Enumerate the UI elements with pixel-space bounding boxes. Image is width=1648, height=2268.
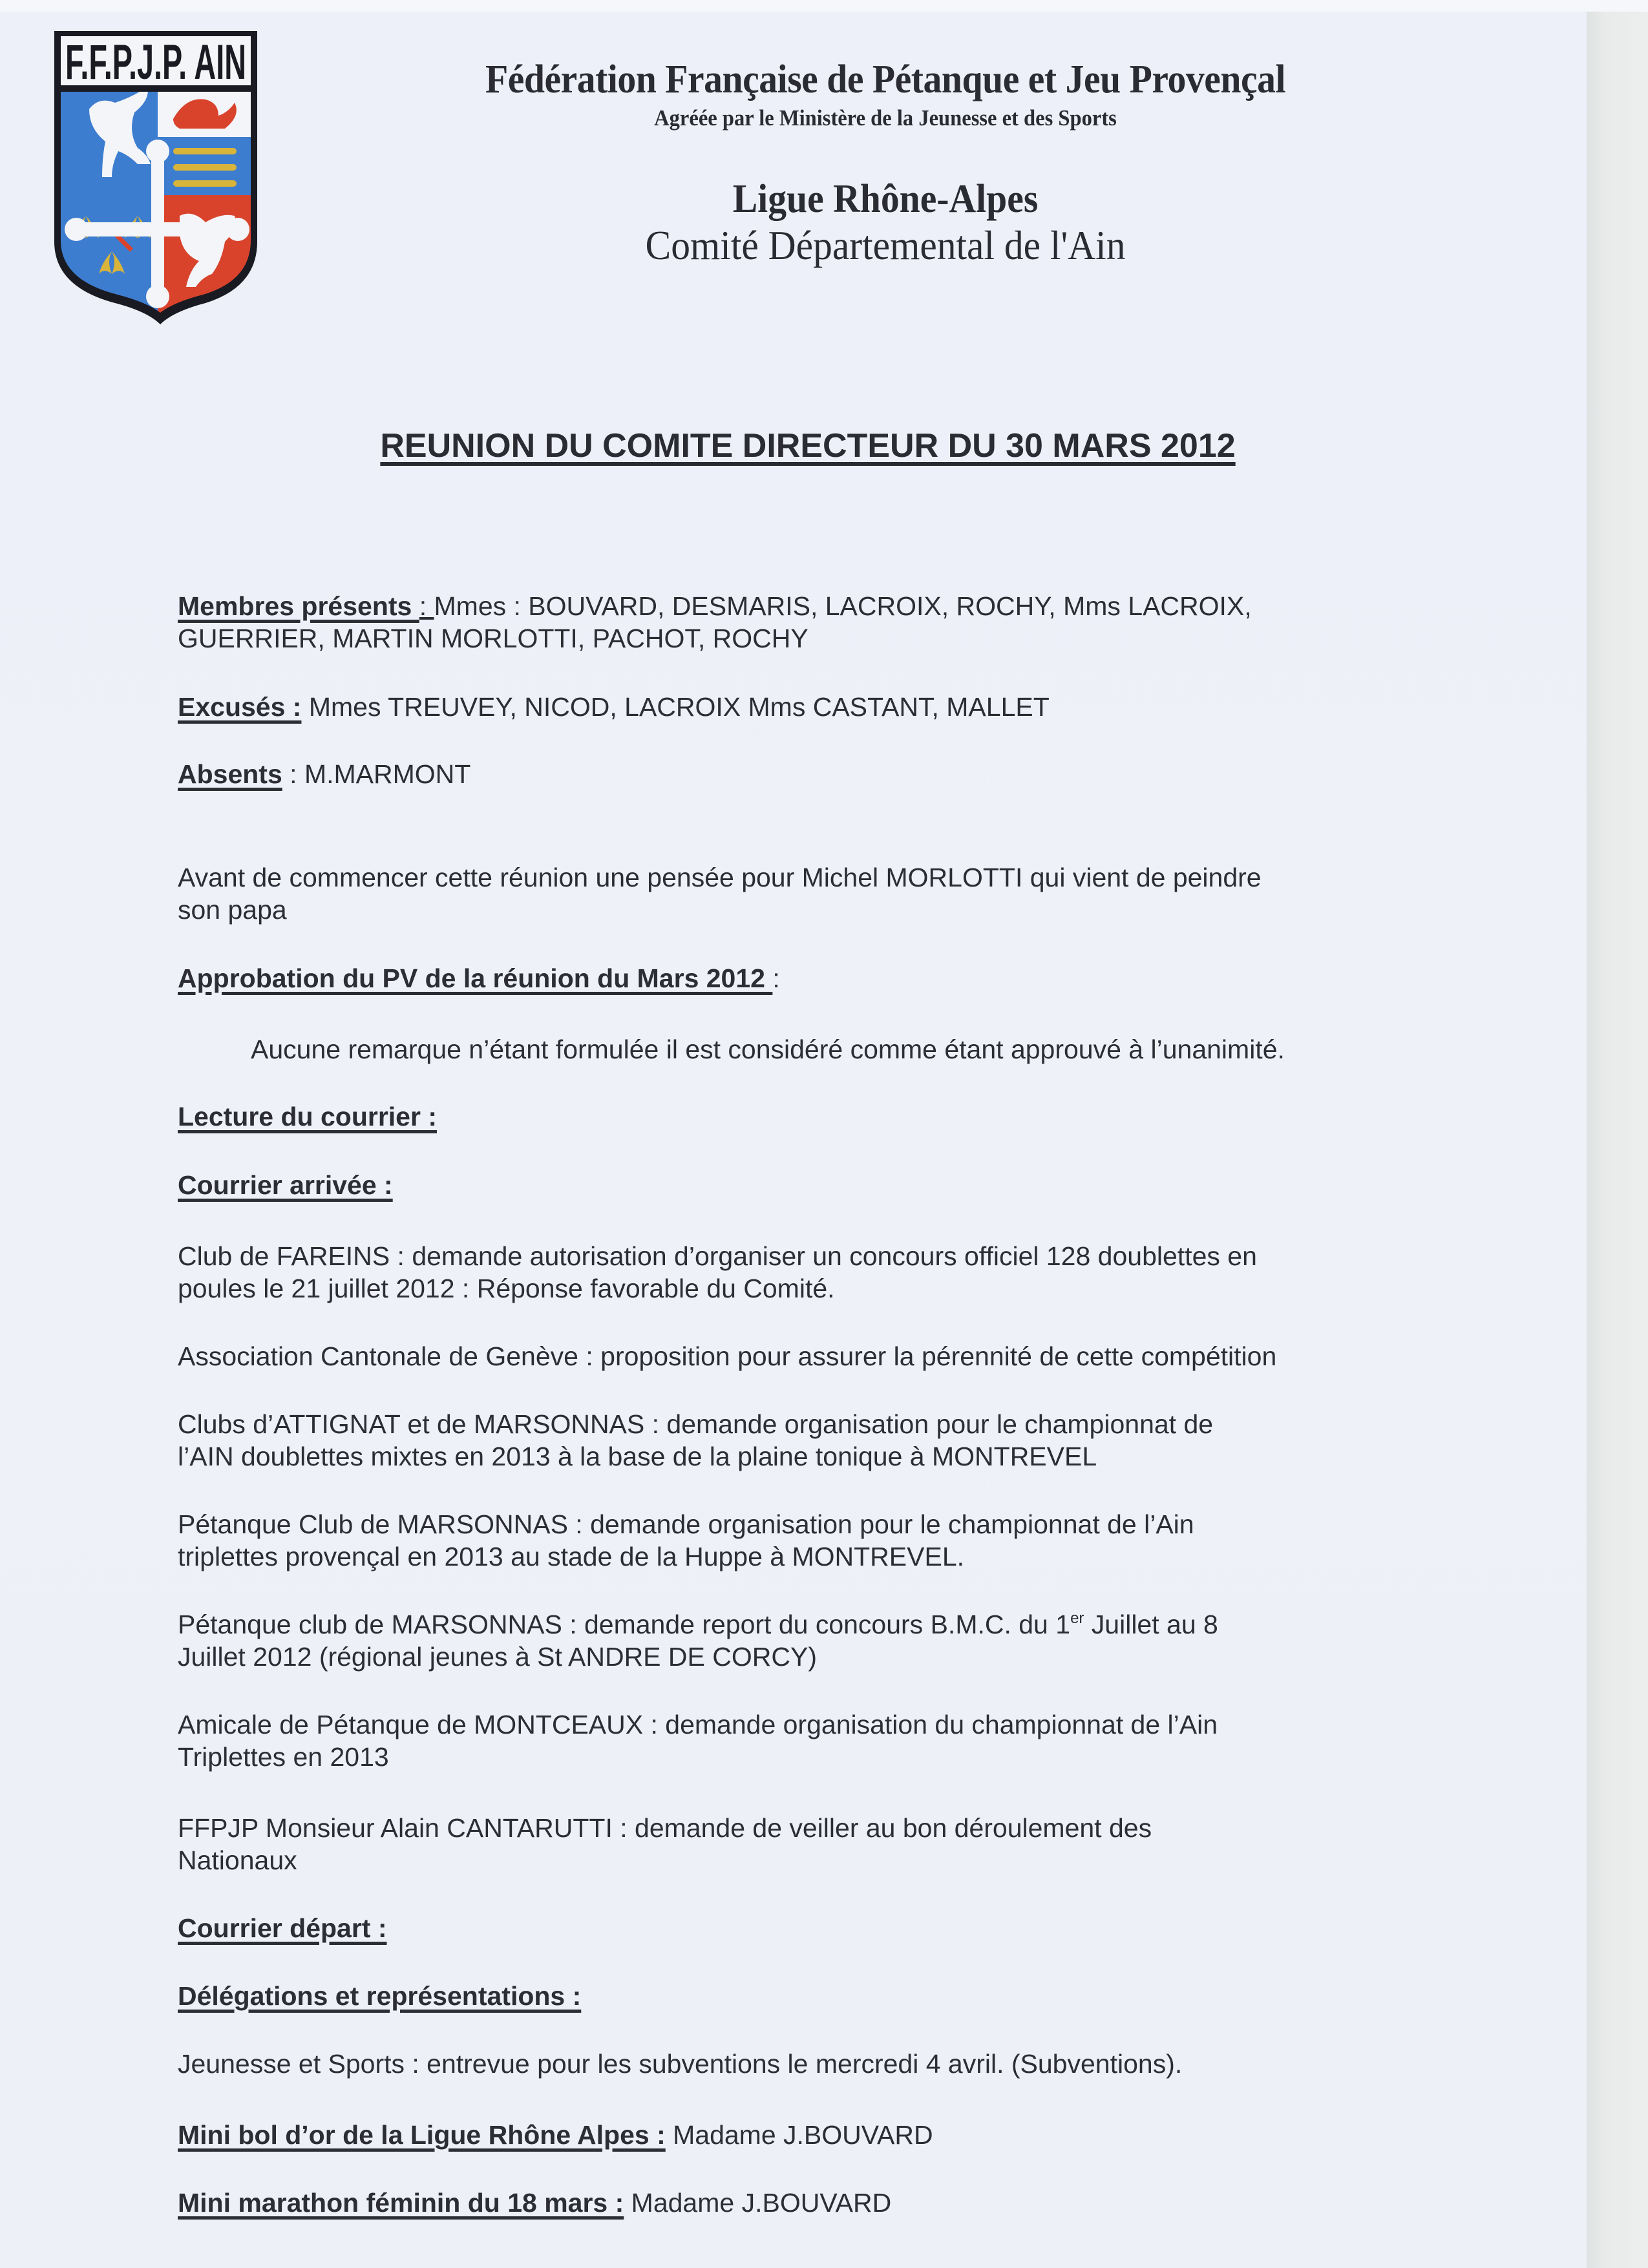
approval-text: Aucune remarque n’étant formulée il est considéré comme étant approuvé à l’unanimité.: [251, 1034, 1285, 1064]
incoming-item-4-line2: triplettes provençal en 2013 au stade de la Huppe à MONTREVEL.: [178, 1542, 965, 1571]
ffpjp-ain-logo: [50, 28, 261, 327]
gold-bars-icon: [173, 148, 237, 187]
present-members-text: Mmes : BOUVARD, DESMARIS, LACROIX, ROCHY, Mms LACROIX,: [434, 591, 1252, 621]
incoming-item-5-text-a: Pétanque club de MARSONNAS : demande report du concours B.M.C. du 1: [178, 1610, 1071, 1639]
incoming-item-5-line1: [178, 1608, 1218, 1641]
delegation-item-2: [178, 2118, 933, 2152]
absent-label: Absents: [178, 759, 282, 789]
ministry-agreement: Agréée par le Ministère de la Jeunesse et des Sports: [654, 105, 1117, 131]
present-members-line2: GUERRIER, MARTIN MORLOTTI, PACHOT, ROCHY: [178, 624, 808, 653]
present-label: Membres présents: [178, 591, 419, 621]
excused-text: Mmes TREUVEY, NICOD, LACROIX Mms CASTANT, MALLET: [301, 692, 1050, 722]
document-title: [259, 426, 1357, 465]
approval-heading-text: Approbation du PV de la réunion du Mars 2012: [178, 963, 773, 993]
incoming-item-7-line1: FFPJP Monsieur Alain CANTARUTTI : demande de veiller au bon déroulement des: [178, 1813, 1152, 1843]
delegation-item-3-label: Mini marathon féminin du 18 mars :: [178, 2188, 624, 2218]
delegation-item-2-label: Mini bol d’or de la Ligue Rhône Alpes :: [178, 2120, 666, 2150]
approval-heading-sep: :: [772, 963, 780, 993]
committee-name: Comité Départemental de l'Ain: [645, 222, 1126, 268]
incoming-item-3-line2: l’AIN doublettes mixtes en 2013 à la base de la plaine tonique à MONTREVEL: [178, 1442, 1097, 1471]
absent-text: : M.MARMONT: [282, 759, 471, 789]
incoming-item-4-line1: Pétanque Club de MARSONNAS : demande organisation pour le championnat de l’Ain: [178, 1509, 1194, 1539]
delegations-heading-text: Délégations et représentations :: [178, 1981, 582, 2011]
federation-name: Fédération Française de Pétanque et Jeu Provençal: [485, 58, 1286, 101]
outgoing-mail-heading: [178, 1911, 387, 1945]
incoming-mail-heading-text: Courrier arrivée :: [178, 1170, 393, 1200]
incoming-item-5-line2: Juillet 2012 (régional jeunes à St ANDRE DE CORCY): [178, 1642, 817, 1672]
incoming-item-3-line1: Clubs d’ATTIGNAT et de MARSONNAS : demande organisation pour le championnat de: [178, 1409, 1214, 1439]
incoming-item-1-line1: Club de FAREINS : demande autorisation d’organiser un concours officiel 128 doublettes en: [178, 1241, 1257, 1271]
incoming-item-5-text-b: Juillet au 8: [1084, 1610, 1218, 1639]
delegations-heading: [178, 1979, 581, 2013]
incoming-item-1-line2: poules le 21 juillet 2012 : Réponse favorable du Comité.: [178, 1274, 835, 1303]
intro-line1: Avant de commencer cette réunion une pensée pour Michel MORLOTTI qui vient de peindre: [178, 863, 1262, 892]
outgoing-mail-heading-text: Courrier départ :: [178, 1913, 387, 1943]
logo-label-text: F.F.P.J.P. AIN: [65, 35, 246, 90]
incoming-mail-heading: [178, 1168, 393, 1202]
incoming-item-5-sup: er: [1070, 1610, 1084, 1627]
excused-line: [178, 690, 1050, 724]
delegation-item-2-text: Madame J.BOUVARD: [665, 2120, 933, 2150]
intro-line2: son papa: [178, 895, 287, 925]
delegation-item-1: Jeunesse et Sports : entrevue pour les subventions le mercredi 4 avril. (Subventions).: [178, 2049, 1183, 2079]
incoming-item-7-line2: Nationaux: [178, 1845, 297, 1875]
page-top-edge: [0, 0, 1648, 12]
approval-heading: [178, 961, 780, 995]
league-name: Ligue Rhône-Alpes: [732, 177, 1039, 221]
delegation-item-3: [178, 2186, 891, 2220]
incoming-item-6-line1: Amicale de Pétanque de MONTCEAUX : demande organisation du championnat de l’Ain: [178, 1710, 1218, 1739]
document-title-text: REUNION DU COMITE DIRECTEUR DU 30 MARS 2012: [380, 427, 1236, 465]
absent-line: [178, 757, 470, 791]
scanner-bed-edge: [1587, 0, 1648, 2268]
delegation-item-3-text: Madame J.BOUVARD: [624, 2188, 892, 2218]
present-separator: :: [419, 591, 434, 621]
present-members-line1: [178, 589, 1252, 623]
mail-reading-heading: [178, 1100, 437, 1133]
incoming-item-6-line2: Triplettes en 2013: [178, 1742, 389, 1772]
excused-label: Excusés :: [178, 692, 302, 722]
incoming-item-2-line1: Association Cantonale de Genève : proposition pour assurer la pérennité de cette compétition: [178, 1341, 1277, 1371]
mail-reading-heading-text: Lecture du courrier :: [178, 1102, 437, 1131]
